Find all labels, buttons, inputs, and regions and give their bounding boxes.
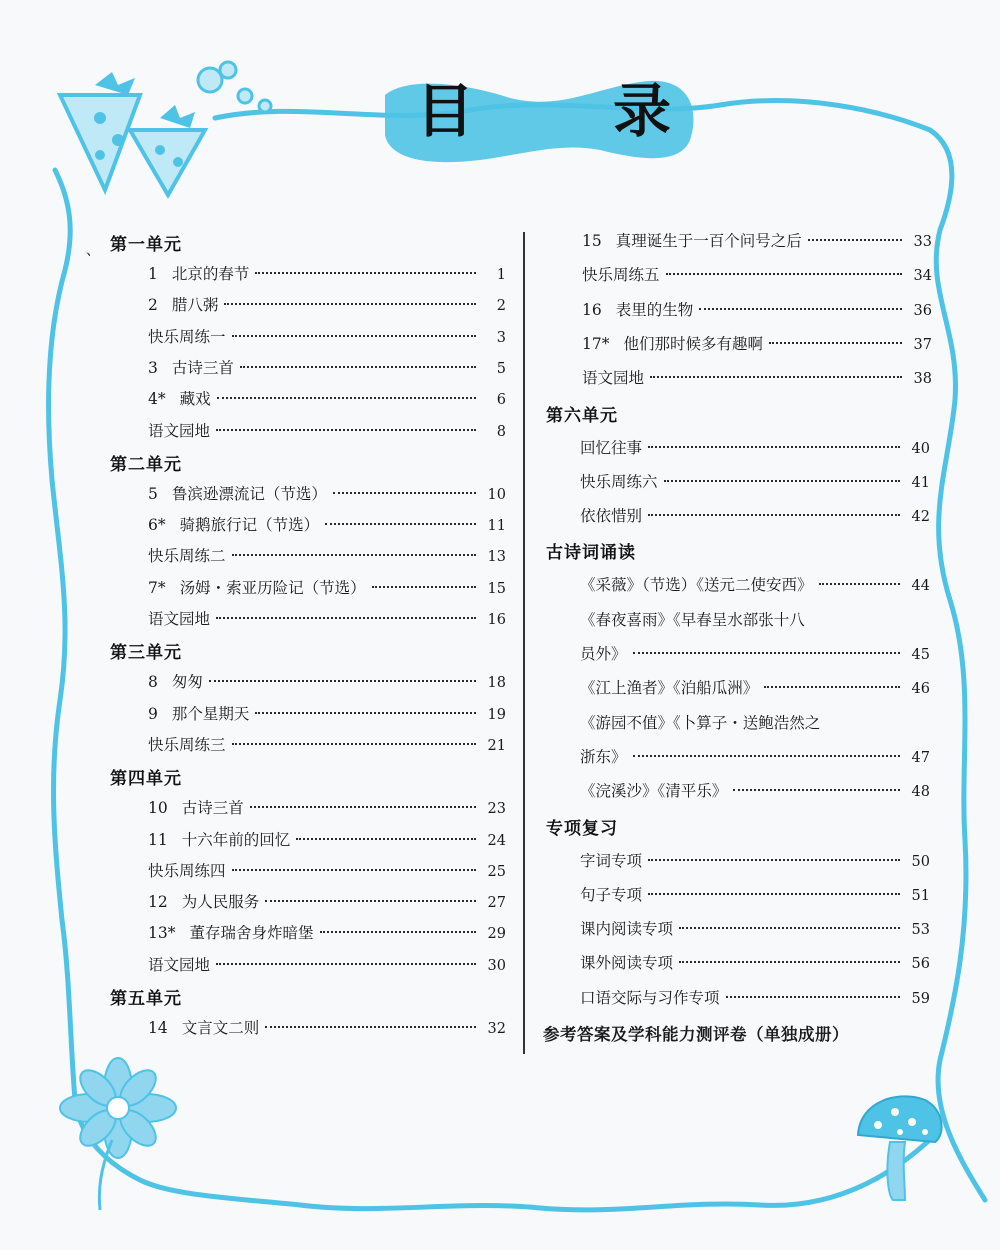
unit-heading: 第四单元 [110,769,182,790]
entry-label: 快乐周练四 [148,861,226,880]
toc-entry[interactable] [580,504,930,526]
entry-label: 汤姆・索亚历险记（节选） [179,578,366,597]
entry-label: 快乐周练五 [582,266,660,285]
toc-entry[interactable] [148,702,506,724]
answers-note: 参考答案及学科能力测评卷（单独成册） [543,1025,849,1044]
unit-heading: 第一单元 [110,235,182,255]
page-number: 5 [496,360,506,377]
leader-dots [666,273,902,275]
leader-dots [664,480,900,482]
leader-dots [648,514,900,516]
toc-entry[interactable] [148,733,506,755]
lesson-number: 4* [148,390,166,409]
page-number: 50 [911,853,930,870]
leader-dots [224,303,476,305]
entry-label: 员外》 [580,645,627,663]
leader-dots [265,1026,476,1028]
entry-label: 快乐周练一 [148,327,226,346]
entry-label: 浙东》 [580,747,627,766]
toc-entry[interactable] [148,828,506,850]
lesson-number: 3 [148,358,158,377]
entry-label: 文言文二则 [181,1019,260,1037]
leader-dots [648,446,900,448]
leader-dots [769,342,902,344]
leader-dots [333,492,476,494]
page-number: 44 [911,578,930,595]
lesson-number: 15 [582,232,602,250]
leader-dots [320,931,477,933]
toc-entry[interactable] [580,917,930,939]
page-number: 27 [487,895,506,912]
entry-label: 依依惜别 [580,507,643,526]
title-char-2: 录 [613,77,672,145]
page-number: 33 [913,234,932,250]
toc-entry[interactable] [148,513,506,535]
page-number: 40 [911,440,930,457]
entry-label: 那个星期天 [171,704,250,723]
page-number: 8 [496,423,506,440]
leader-dots [726,996,900,998]
toc-entry[interactable] [580,951,930,973]
bullet-mark: 、 [86,243,100,259]
entry-label: 《浣溪沙》《清平乐》 [580,782,728,801]
leader-dots [209,680,476,682]
toc-entry[interactable] [148,482,506,504]
entry-label: 十六年前的回忆 [181,830,291,849]
leader-dots [250,806,476,808]
entry-label: 表里的生物 [615,300,694,319]
page-number: 29 [487,926,506,943]
lesson-number: 12 [148,893,168,912]
entry-label: 董存瑞舍身炸暗堡 [189,924,314,943]
unit-heading: 专项复习 [546,818,618,839]
leader-dots [679,927,900,929]
page-number: 11 [487,518,506,535]
toc-entry[interactable] [148,576,506,598]
lesson-number: 10 [148,799,168,818]
lesson-number: 17* [582,334,610,353]
page-number: 41 [911,474,930,491]
entry-label: 句子专项 [580,885,643,904]
lesson-number: 14 [148,1019,168,1037]
entry-label: 腊八粥 [171,296,219,315]
leader-dots [648,893,900,895]
leader-dots [699,308,902,310]
page-number: 3 [496,329,506,346]
entry-label: 快乐周练六 [580,472,658,491]
leader-dots [216,429,476,431]
page-number: 38 [913,371,932,388]
lesson-number: 2 [148,296,158,315]
toc-entry[interactable] [580,642,930,664]
toc-entry[interactable] [148,387,506,409]
page-number: 42 [911,509,930,526]
toc-entry[interactable] [148,890,506,912]
toc-entry[interactable] [580,711,930,733]
leader-dots [216,617,476,619]
page-number: 30 [487,957,506,974]
lesson-number: 9 [148,704,158,723]
page-number: 51 [911,887,930,904]
toc-entry[interactable] [148,419,506,441]
leader-dots [255,712,476,714]
leader-dots [679,961,900,963]
entry-label: 他们那时候多有趣啊 [623,334,763,353]
lesson-number: 16 [582,300,602,319]
toc-entry[interactable] [580,676,930,698]
entry-label: 《采薇》（节选）《送元二使安西》 [580,576,813,595]
toc-entry[interactable] [148,607,506,629]
toc-entry[interactable] [148,859,506,881]
leader-dots [255,272,476,274]
toc-entry[interactable] [582,229,932,251]
leader-dots [296,838,476,840]
page-number: 15 [487,580,506,597]
toc-entry[interactable] [582,298,932,320]
toc-entry[interactable] [148,921,506,943]
page-number: 2 [496,298,506,315]
lesson-number: 5 [148,484,158,503]
leader-dots [764,686,900,688]
entry-label: 古诗三首 [181,799,244,818]
page-number: 10 [487,486,506,503]
lesson-number: 8 [148,673,158,692]
entry-label: 《春夜喜雨》《早春呈水部张十八 [580,610,805,629]
entry-label: 真理诞生于一百个问号之后 [615,232,802,250]
entry-label: 匆匆 [171,673,203,692]
toc-entry[interactable] [148,293,506,315]
entry-label: 快乐周练三 [148,735,226,754]
leader-dots [240,366,476,368]
leader-dots [216,963,476,965]
page-number: 23 [487,801,506,818]
page-number: 6 [496,392,506,409]
leader-dots [372,586,476,588]
leader-dots [648,859,900,861]
toc-entry[interactable] [582,366,932,388]
entry-label: 古诗三首 [171,358,234,377]
toc-entry[interactable] [148,953,506,975]
toc-entry[interactable] [580,849,930,871]
toc-entry[interactable] [148,796,506,818]
leader-dots [650,376,902,378]
entry-label: 课外阅读专项 [580,954,674,973]
unit-heading: 第三单元 [110,643,182,664]
unit-heading: 第六单元 [546,405,618,426]
page-number: 53 [911,922,930,939]
page-number: 37 [913,336,932,353]
toc-entry[interactable] [580,573,930,595]
unit-heading: 第五单元 [110,989,182,1009]
page-number: 32 [487,1021,506,1037]
entry-label: 鲁滨逊漂流记（节选） [171,484,327,503]
unit-heading: 第二单元 [110,454,182,475]
toc-entry[interactable] [148,325,506,347]
toc-entry[interactable] [580,986,930,1008]
page-number: 1 [496,267,506,283]
leader-dots [232,554,476,556]
entry-label: 语文园地 [148,610,211,628]
page-number: 24 [487,832,506,849]
lesson-number: 6* [148,516,166,535]
leader-dots [232,335,476,337]
leader-dots [232,869,476,871]
entry-label: 语文园地 [148,955,211,974]
entry-label: 回忆往事 [580,438,643,457]
entry-label: 为人民服务 [181,893,260,912]
page-number: 46 [911,681,930,698]
toc-entry[interactable] [148,670,506,692]
leader-dots [633,755,900,757]
leader-dots [819,583,900,585]
strawberry-icon [60,95,140,190]
page-number: 45 [911,647,930,663]
page-number: 47 [911,749,930,766]
leader-dots [633,652,900,654]
entry-label: 《江上渔者》《泊船瓜洲》 [580,679,759,698]
leader-dots [808,239,902,241]
entry-label: 《游园不值》《卜算子・送鲍浩然之 [580,713,821,732]
toc-entry[interactable] [580,470,930,492]
toc-entry[interactable] [148,262,506,284]
entry-label: 字词专项 [580,851,643,870]
toc-entry[interactable] [580,779,930,801]
page-number: 56 [911,956,930,973]
entry-label: 北京的春节 [171,265,250,283]
page-number: 48 [911,784,930,801]
page-number: 21 [487,737,506,754]
column-divider [523,232,525,1054]
leader-dots [265,900,476,902]
toc-entry[interactable] [580,608,930,630]
lesson-number: 1 [148,265,158,283]
entry-label: 语文园地 [582,369,645,388]
title-char-1: 目 [416,77,475,145]
page-number: 59 [911,990,930,1007]
leader-dots [733,789,900,791]
page-number: 13 [487,549,506,566]
leader-dots [232,743,476,745]
page-number: 36 [913,302,932,319]
toc-entry[interactable] [580,883,930,905]
toc-entry[interactable] [580,436,930,458]
entry-label: 口语交际与习作专项 [580,988,720,1007]
toc-entry[interactable] [148,1016,506,1038]
entry-label: 快乐周练二 [148,547,226,566]
page-number: 34 [913,268,932,285]
toc-entry[interactable] [148,356,506,378]
entry-label: 藏戏 [179,390,211,409]
toc-entry[interactable] [582,263,932,285]
page-number: 16 [487,612,506,628]
toc-entry[interactable] [582,332,932,354]
toc-entry[interactable] [580,745,930,767]
lesson-number: 11 [148,830,168,849]
page-number: 18 [487,675,506,692]
toc-entry[interactable] [148,544,506,566]
entry-label: 课内阅读专项 [580,920,674,939]
page-number: 19 [487,706,506,723]
lesson-number: 13* [148,924,176,943]
leader-dots [325,523,476,525]
leader-dots [217,397,476,399]
lesson-number: 7* [148,578,166,597]
unit-heading: 古诗词诵读 [546,543,636,564]
entry-label: 骑鹅旅行记（节选） [179,516,320,535]
entry-label: 语文园地 [148,421,211,440]
page-number: 25 [487,863,506,880]
